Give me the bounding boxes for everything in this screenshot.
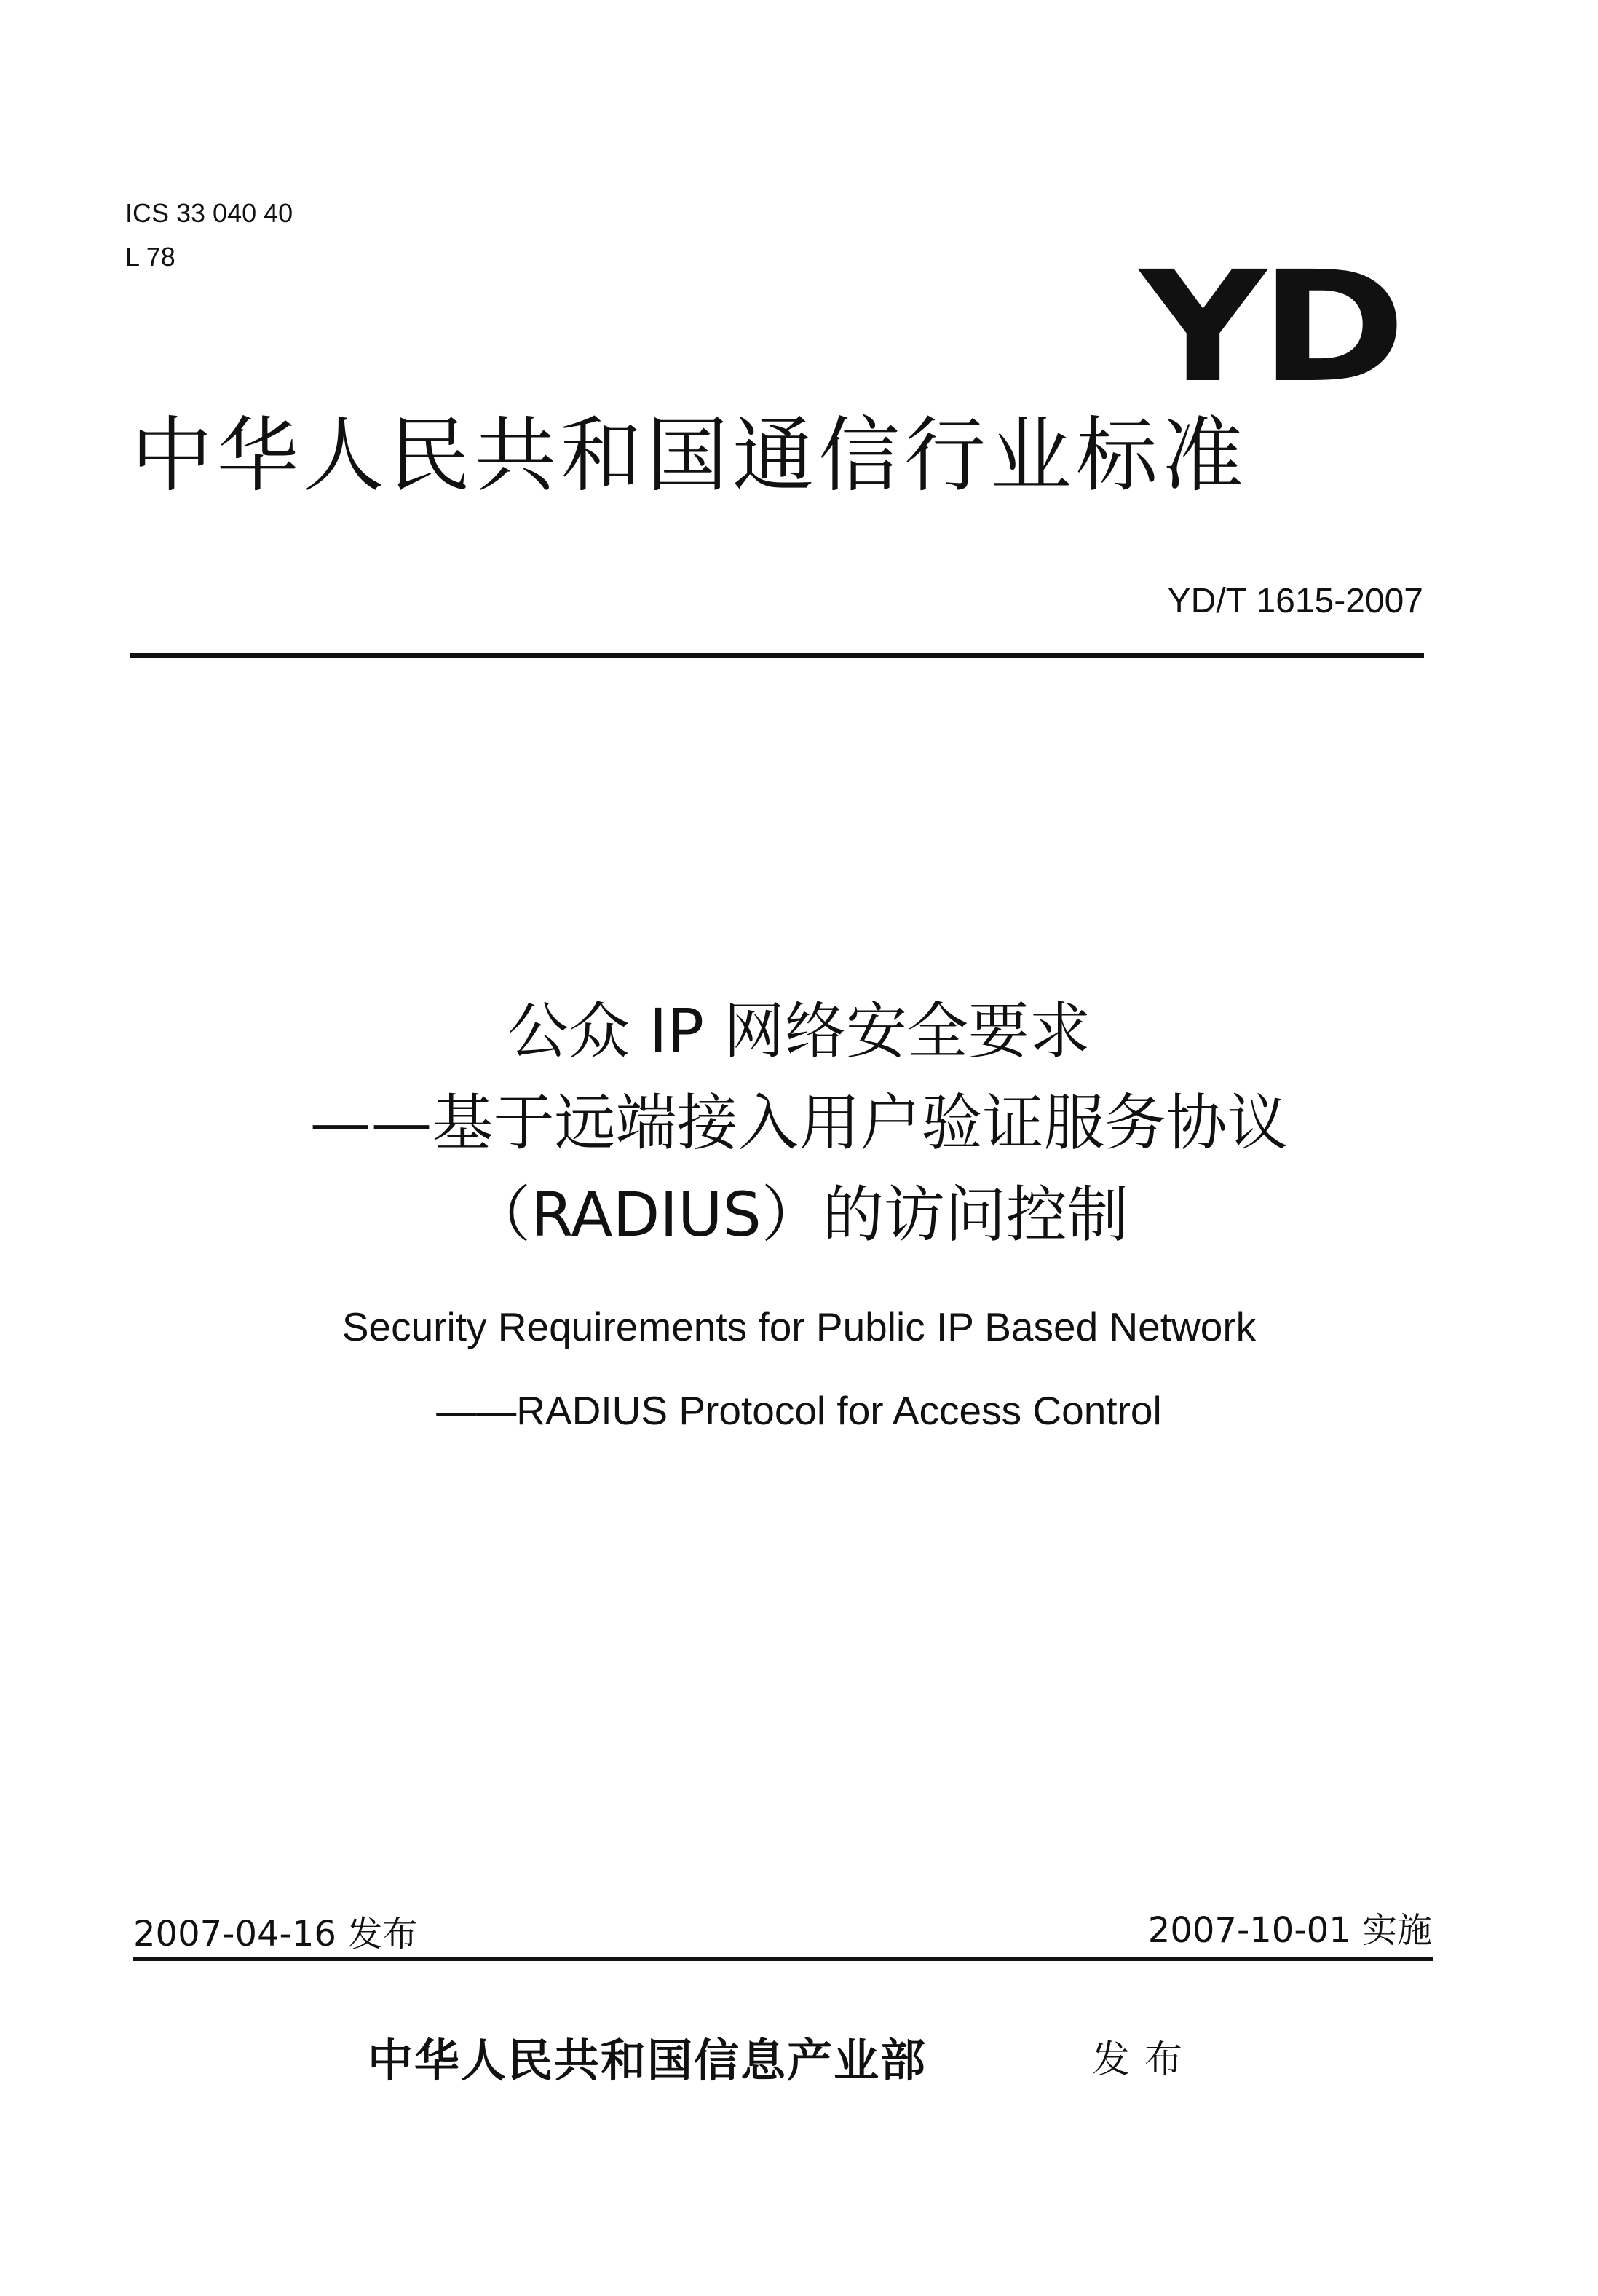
title-cn-line-2: ——基于远端接入用户验证服务协议 (309, 1087, 1289, 1159)
issue-date: 2007-04-16 发布 (133, 1914, 418, 1954)
title-en-line-1: Security Requirements for Public IP Based Network (341, 1304, 1257, 1349)
yd-logo: YD (1139, 238, 1399, 417)
title-cn-line-1: 公众 IP 网络安全要求 (507, 995, 1091, 1067)
implementation-date: 2007-10-01 实施 (1147, 1910, 1432, 1951)
footer-rule (133, 1957, 1433, 1961)
title-en-line-2: ——RADIUS Protocol for Access Control (436, 1388, 1162, 1433)
publisher-action: 发布 (1092, 2038, 1198, 2082)
standard-number: YD/T 1615-2007 (1167, 582, 1423, 620)
publisher: 中华人民共和国信息产业部 (368, 2034, 927, 2087)
classification-code: L 78 (125, 242, 175, 272)
title-cn-line-3: （RADIUS）的访问控制 (470, 1179, 1128, 1250)
ics-code: ICS 33 040 40 (125, 198, 293, 228)
header-rule (130, 653, 1424, 658)
standard-title: 中华人民共和国通信行业标准 (131, 409, 1248, 503)
